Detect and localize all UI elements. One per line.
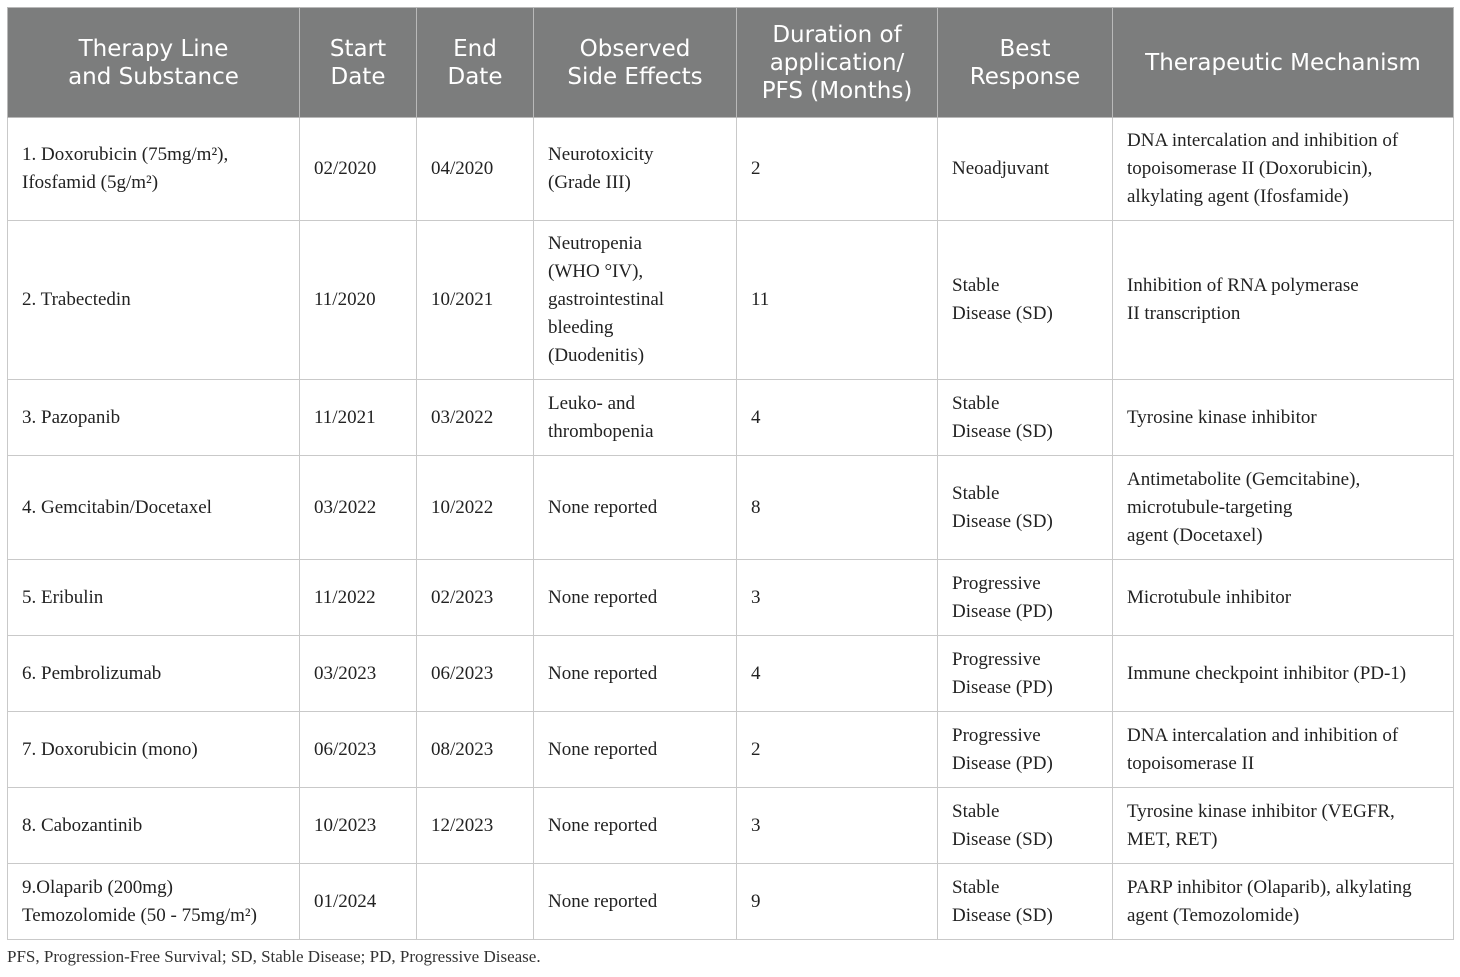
cell-mechanism: DNA intercalation and inhibition of topoisomerase II (Doxorubicin), alkylating agent (Ifosfamide) [1113, 118, 1454, 221]
cell-duration: 2 [737, 712, 938, 788]
header-start-date: Start Date [300, 8, 417, 118]
cell-end-date: 03/2022 [417, 380, 534, 456]
cell-duration: 8 [737, 456, 938, 560]
cell-side-effects: Neurotoxicity (Grade III) [534, 118, 737, 221]
cell-side-effects: None reported [534, 636, 737, 712]
cell-mechanism: DNA intercalation and inhibition of topoisomerase II [1113, 712, 1454, 788]
table-row [8, 221, 1454, 380]
header-best-response: Best Response [938, 8, 1113, 118]
cell-side-effects: Leuko- and thrombopenia [534, 380, 737, 456]
cell-start-date: 10/2023 [300, 788, 417, 864]
header-side-effects: Observed Side Effects [534, 8, 737, 118]
header-end-date: End Date [417, 8, 534, 118]
cell-therapy-line: 1. Doxorubicin (75mg/m²), Ifosfamid (5g/m²) [8, 118, 300, 221]
cell-therapy-line: 3. Pazopanib [8, 380, 300, 456]
table-row [8, 864, 1454, 940]
table-row [8, 636, 1454, 712]
cell-best-response: Stable Disease (SD) [938, 221, 1113, 380]
cell-mechanism: Tyrosine kinase inhibitor (VEGFR, MET, RET) [1113, 788, 1454, 864]
cell-end-date: 08/2023 [417, 712, 534, 788]
cell-side-effects: None reported [534, 788, 737, 864]
table-row [8, 560, 1454, 636]
cell-start-date: 03/2022 [300, 456, 417, 560]
table-row [8, 712, 1454, 788]
cell-side-effects: Neutropenia (WHO °IV), gastrointestinal bleeding (Duodenitis) [534, 221, 737, 380]
cell-mechanism: PARP inhibitor (Olaparib), alkylating agent (Temozolomide) [1113, 864, 1454, 940]
cell-mechanism: Immune checkpoint inhibitor (PD-1) [1113, 636, 1454, 712]
cell-start-date: 11/2021 [300, 380, 417, 456]
cell-best-response: Progressive Disease (PD) [938, 636, 1113, 712]
cell-start-date: 01/2024 [300, 864, 417, 940]
cell-best-response: Stable Disease (SD) [938, 456, 1113, 560]
cell-duration: 3 [737, 560, 938, 636]
cell-end-date: 04/2020 [417, 118, 534, 221]
cell-therapy-line: 4. Gemcitabin/Docetaxel [8, 456, 300, 560]
cell-duration: 3 [737, 788, 938, 864]
therapy-table-container [7, 7, 1453, 940]
cell-therapy-line: 5. Eribulin [8, 560, 300, 636]
cell-best-response: Progressive Disease (PD) [938, 712, 1113, 788]
header-mechanism: Therapeutic Mechanism [1113, 8, 1454, 118]
cell-duration: 11 [737, 221, 938, 380]
cell-end-date: 06/2023 [417, 636, 534, 712]
cell-side-effects: None reported [534, 864, 737, 940]
table-row [8, 788, 1454, 864]
cell-start-date: 02/2020 [300, 118, 417, 221]
cell-best-response: Neoadjuvant [938, 118, 1113, 221]
table-row [8, 380, 1454, 456]
cell-mechanism: Tyrosine kinase inhibitor [1113, 380, 1454, 456]
cell-side-effects: None reported [534, 712, 737, 788]
cell-mechanism: Inhibition of RNA polymerase II transcription [1113, 221, 1454, 380]
cell-mechanism: Antimetabolite (Gemcitabine), microtubule-targeting agent (Docetaxel) [1113, 456, 1454, 560]
header-duration: Duration of application/ PFS (Months) [737, 8, 938, 118]
cell-start-date: 11/2022 [300, 560, 417, 636]
cell-therapy-line: 9.Olaparib (200mg) Temozolomide (50 - 75mg/m²) [8, 864, 300, 940]
header-row [8, 8, 1454, 118]
cell-therapy-line: 6. Pembrolizumab [8, 636, 300, 712]
cell-therapy-line: 8. Cabozantinib [8, 788, 300, 864]
table-row [8, 456, 1454, 560]
header-therapy-line: Therapy Line and Substance [8, 8, 300, 118]
cell-start-date: 06/2023 [300, 712, 417, 788]
cell-start-date: 11/2020 [300, 221, 417, 380]
cell-side-effects: None reported [534, 456, 737, 560]
cell-duration: 4 [737, 636, 938, 712]
cell-end-date: 02/2023 [417, 560, 534, 636]
cell-start-date: 03/2023 [300, 636, 417, 712]
cell-end-date: 10/2021 [417, 221, 534, 380]
cell-end-date: 12/2023 [417, 788, 534, 864]
cell-best-response: Stable Disease (SD) [938, 380, 1113, 456]
table-footnote: PFS, Progression-Free Survival; SD, Stable Disease; PD, Progressive Disease. [7, 947, 541, 966]
cell-therapy-line: 2. Trabectedin [8, 221, 300, 380]
cell-end-date [417, 864, 534, 940]
cell-best-response: Stable Disease (SD) [938, 864, 1113, 940]
cell-duration: 4 [737, 380, 938, 456]
table-row [8, 118, 1454, 221]
cell-best-response: Stable Disease (SD) [938, 788, 1113, 864]
therapy-table [7, 7, 1454, 940]
cell-duration: 2 [737, 118, 938, 221]
cell-side-effects: None reported [534, 560, 737, 636]
cell-duration: 9 [737, 864, 938, 940]
cell-mechanism: Microtubule inhibitor [1113, 560, 1454, 636]
cell-therapy-line: 7. Doxorubicin (mono) [8, 712, 300, 788]
cell-end-date: 10/2022 [417, 456, 534, 560]
cell-best-response: Progressive Disease (PD) [938, 560, 1113, 636]
